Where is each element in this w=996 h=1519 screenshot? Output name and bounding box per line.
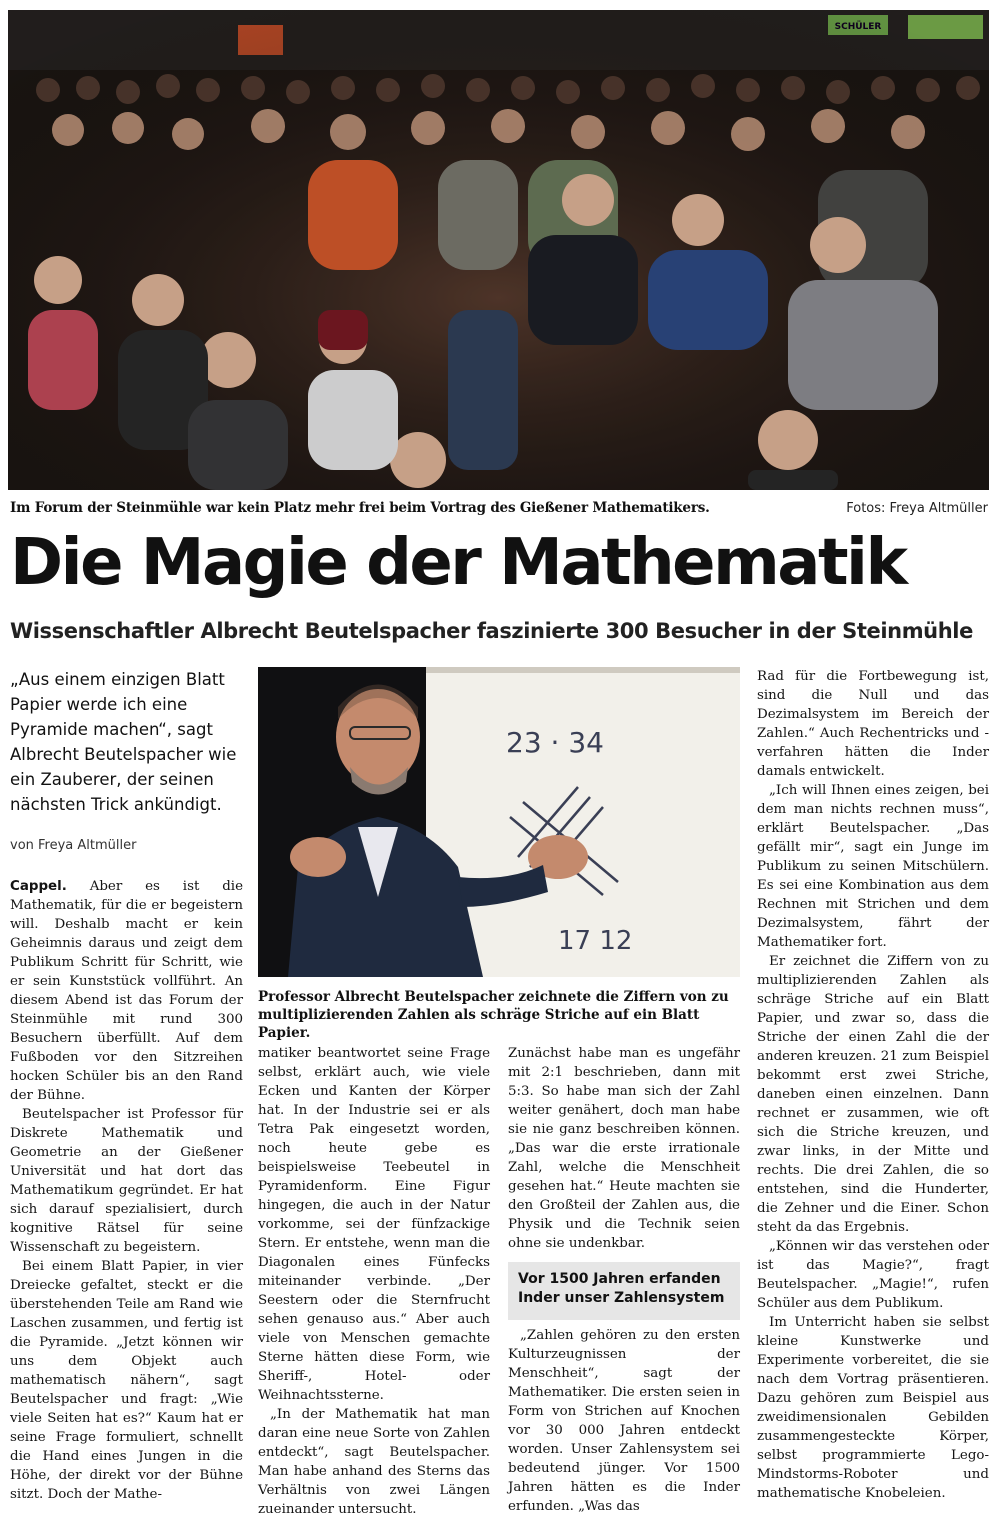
speaker-illustration xyxy=(258,667,740,977)
article-column-1 xyxy=(10,877,243,1504)
article-paragraph: „Zahlen gehören zu den ersten Kulturzeugnissen der Menschheit“, sagt der Mathematiker. Die ersten seien in Form von Strichen auf Knochen vor 30 000 Jahren entdeckt worden. Unser Zahlensystem sei bedeutend jünger. Vor 1500 Jahren hätten es die Inder erfunden. „Was das xyxy=(508,1328,740,1514)
article-paragraph: „In der Mathematik hat man daran eine neue Sorte von Zahlen entdeckt“, sagt Beutelspacher. Man habe anhand des Sterns das Verhältnis von zwei Längen zueinander untersucht. xyxy=(258,1407,490,1517)
flipchart-number: 23 · 34 xyxy=(506,726,604,759)
article-column-4 xyxy=(757,667,989,1503)
article-paragraph: Er zeichnet die Ziffern von zu multiplizierenden Zahlen als schräge Striche auf ein Blatt Papier, und zwar so, dass die Striche der einen Zahl die der anderen kreuzen. 21 zum Beispiel bekommt erst zwei Striche, daneben einen einzelnen. Dann rechnet er zusammen, wie oft sich die Striche kreuzen, und zwar links, in der Mitte und rechts. Die drei Zahlen, die so entstehen, sind die Hunderter, die Zehner und die Einer. Schon steht da das Ergebnis. xyxy=(757,954,989,1235)
article-column-3-continued xyxy=(508,1326,740,1516)
audience-illustration xyxy=(8,10,989,490)
subheading-text: Vor 1500 Jahren erfanden Inder unser Zahlensystem xyxy=(518,1271,725,1306)
subheadline: Wissenschaftler Albrecht Beutelspacher faszinierte 300 Besucher in der Steinmühle xyxy=(10,619,973,643)
flipchart xyxy=(426,667,740,977)
article-paragraph xyxy=(10,877,243,1105)
paragraph-text: Aber es ist die Mathematik, für die er begeistern will. Deshalb macht er kein Geheimnis daraus und zeigt dem Publikum Schritt für Schritt, wie er sein Kunststück vollführt. An diesem Abend ist das Forum der Steinmühle mit rund 300 Besuchern überfüllt. Auf dem Fußboden vor den Sitzreihen hocken Schüler bis an den Rand der Bühne. xyxy=(10,879,243,1103)
hero-caption: Im Forum der Steinmühle war kein Platz mehr frei beim Vortrag des Gießener Mathematikers. xyxy=(10,500,710,516)
flipchart-result: 17 12 xyxy=(558,926,633,956)
intro-quote: „Aus einem einzigen Blatt Papier werde ich eine Pyramide machen“, sagt Albrecht Beutelspacher wie ein Zauberer, der seinen nächsten Trick ankündigt. xyxy=(10,670,237,814)
article-paragraph: Im Unterricht haben sie selbst kleine Kunstwerke und Experimente vorbereitet, die sie nach dem Vortrag präsentieren. Dazu gehören zum Beispiel aus zweidimensionalen Gebilden zusammengesteckte Körper, selbst programmierte Lego-Mindstorms-Roboter und mathematische Knobeleien. xyxy=(757,1315,989,1501)
article-paragraph: matiker beantwortet seine Frage selbst, erklärt auch, wie viele Ecken und Kanten der Körper hat. In der Industrie sei er als Tetra Pak eingesetzt worden, noch heute gebe es beispielsweise Teebeutel in Pyramidenform. Eine Figur hingegen, die auch in der Natur vorkomme, sei der fünfzackige Stern. Er entstehe, wenn man die Diagonalen eines Fünfecks miteinander verbinde. „Der Seestern oder die Sternfrucht sehen genauso aus.“ Aber auch viele von Menschen gemachte Sterne hätten diese Form, wie Sheriff-, Hotel- oder Weihnachtssterne. xyxy=(258,1046,490,1403)
subheading-box xyxy=(508,1262,740,1320)
dateline: Cappel. xyxy=(10,879,67,894)
article-paragraph: Rad für die Fortbewegung ist, sind die Null und das Dezimalsystem im Bereich der Zahlen.“ Auch Rechentricks und -verfahren hätten die Inder damals entwickelt. xyxy=(757,669,989,779)
article-paragraph: Bei einem Blatt Papier, in vier Dreiecke gefaltet, steckt er die überstehenden Teile am Rand wie Laschen zusammen, und fertig ist die Pyramide. „Jetzt können wir uns dem Objekt auch mathematisch nähern“, sagt Beutelspacher und fragt: „Wie viele Seiten hat es?“ Kaum hat er seine Frage formuliert, schnellt die Hand eines Jungen in die Höhe, der direkt vor der Bühne sitzt. Doch der Mathe- xyxy=(10,1259,243,1502)
headline: Die Magie der Mathematik xyxy=(10,526,906,600)
byline: von Freya Altmüller xyxy=(10,838,137,853)
speaker-caption: Professor Albrecht Beutelspacher zeichnete die Ziffern von zu multiplizierenden Zahlen als schräge Striche auf ein Blatt Papier. xyxy=(258,989,729,1041)
article-paragraph: „Können wir das verstehen oder ist das Magie?“, fragt Beutelspacher. „Magie!“, rufen Schüler aus dem Publikum. xyxy=(757,1239,989,1311)
article-column-3 xyxy=(508,1044,740,1253)
photo-credit: Fotos: Freya Altmüller xyxy=(846,501,988,516)
article-paragraph: „Ich will Ihnen eines zeigen, bei dem man nichts rechnen muss“, erklärt Beutelspacher. „Das gefällt mir“, sagt ein Junge im Publikum zu seinen Mitschülern. Es sei eine Kombination aus dem Rechnen mit Strichen und dem Dezimalsystem, fährt der Mathematiker fort. xyxy=(757,783,989,950)
article-column-2 xyxy=(258,1044,490,1519)
hero-audience-photo xyxy=(8,10,989,490)
speaker-photo xyxy=(258,667,740,977)
article-paragraph: Beutelspacher ist Professor für Diskrete Mathematik und Geometrie an der Gießener Universität und hat dort das Mathematikum gegründet. Er hat sich darauf spezialisiert, durch kognitive Rätsel für seine Wissenschaft zu begeistern. xyxy=(10,1107,243,1255)
article-paragraph: Zunächst habe man es ungefähr mit 2:1 beschrieben, dann mit 5:3. So habe man sich der Zahl weiter genähert, doch man habe sie nie ganz beschreiben können. „Das war die erste irrationale Zahl, welche die Menschheit gesehen hat.“ Heute machten sie den Großteil der Zahlen aus, die Physik und die Technik seien ohne sie undenkbar. xyxy=(508,1046,740,1251)
